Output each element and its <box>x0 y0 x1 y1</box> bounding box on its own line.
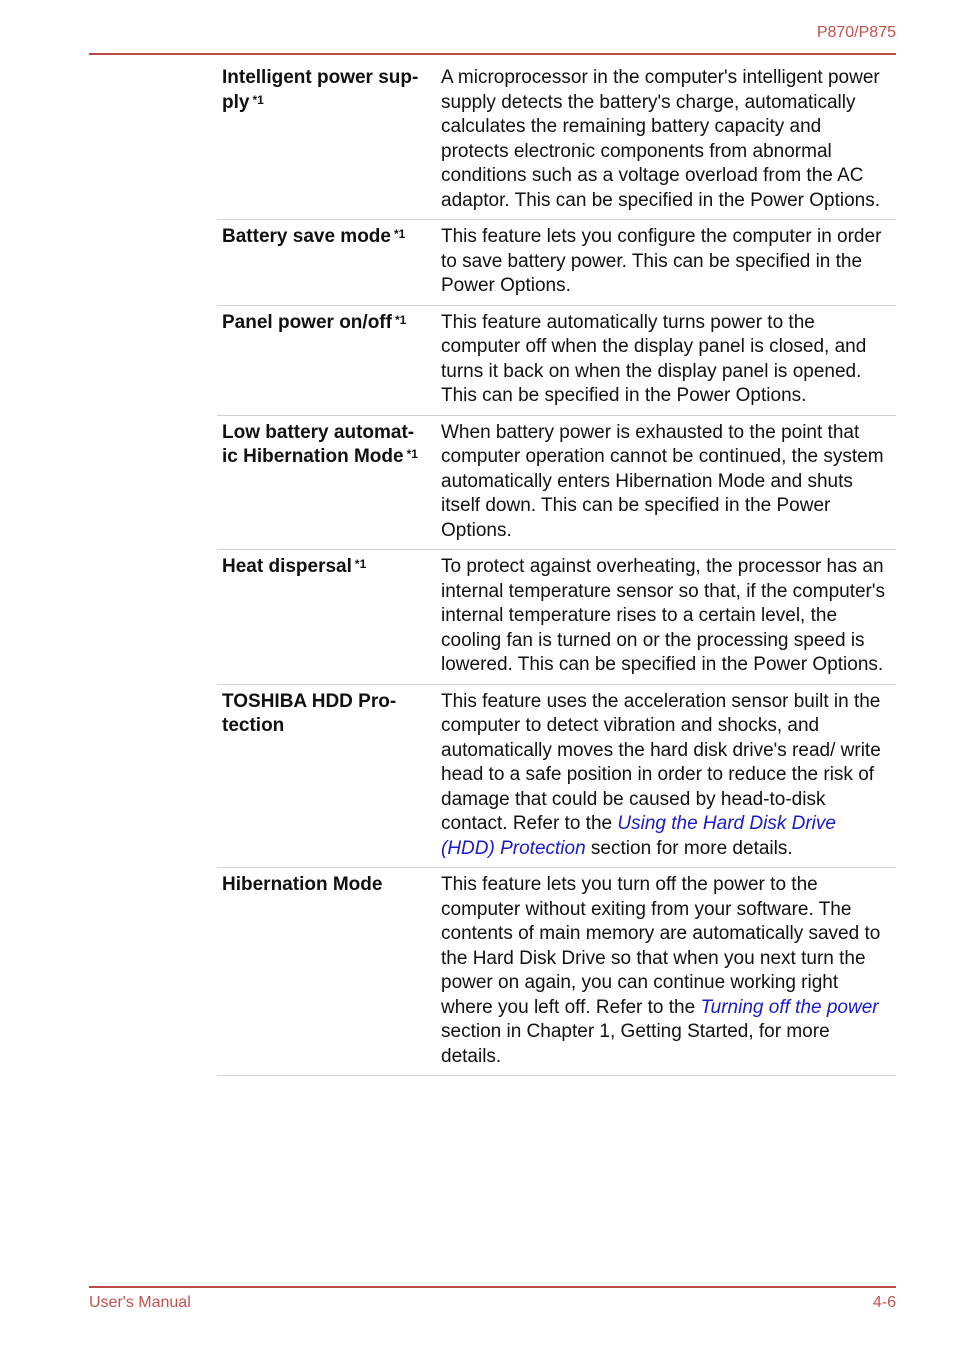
term-line: ply <box>222 91 250 113</box>
description-text: This feature lets you turn off the power to the computer without exiting from your software. The contents of main memory are automatically saved to the Hard Disk Drive so that when you next turn the power on again, you can continue working right where you left off. Refer to the <box>441 874 881 1018</box>
term-line: Intelligent power sup- <box>222 67 419 88</box>
footnote-marker: *1 <box>393 227 406 241</box>
footnote-marker: *1 <box>354 557 367 571</box>
table-row <box>217 62 896 220</box>
term-line: TOSHIBA HDD Pro- <box>222 690 397 712</box>
header-rule <box>89 53 896 55</box>
description-text: This feature uses the acceleration sensor built in the computer to detect vibration and shocks, and automatically moves the hard disk drive's read/ write head to a safe position in order to reduce the risk of damage that could be caused by head-to-disk contact. Refer to the <box>441 690 881 834</box>
footnote-marker: *1 <box>252 92 264 107</box>
feature-term <box>217 690 435 862</box>
page-number: 4-6 <box>872 1294 896 1311</box>
feature-term <box>217 555 435 678</box>
table-row <box>217 306 896 416</box>
feature-term <box>217 421 435 544</box>
footer-rule <box>89 1286 896 1288</box>
feature-table <box>217 62 896 1076</box>
feature-description: A microprocessor in the computer's intelligent power supply detects the battery's charge, automatically calculates the remaining battery capacity and protects electronic components from abnormal conditions such as a voltage overload from the AC adaptor. This can be specified in the Power Options. <box>441 67 881 211</box>
term-line: Low battery automat- <box>222 421 415 443</box>
term-line: Panel power on/off <box>222 311 392 333</box>
feature-term <box>217 311 435 409</box>
feature-description: This feature automatically turns power to the computer off when the display panel is closed, and turns it back on when the display panel is opened. This can be specified in the Power Options. <box>441 311 867 406</box>
header-model-label: P870/P875 <box>816 24 896 41</box>
description-text: section for more details. <box>585 837 793 859</box>
term-line: Heat dispersal <box>222 556 352 577</box>
term-line: Battery save mode <box>222 226 391 247</box>
feature-description: When battery power is exhausted to the point that computer operation cannot be continued, the system automatically enters Hibernation Mode and shuts itself down. This can be specified in the Power Options. <box>441 421 884 541</box>
table-row <box>217 416 896 551</box>
feature-description: To protect against overheating, the processor has an internal temperature sensor so that, if the computer's internal temperature rises to a certain level, the cooling fan is turned on or the processing speed is lowered. This can be specified in the Power Options. <box>441 556 886 675</box>
footnote-marker: *1 <box>406 447 418 461</box>
cross-reference-link[interactable]: Turning off the power <box>700 996 879 1018</box>
term-line: tection <box>222 715 285 736</box>
feature-term <box>217 873 435 1069</box>
table-row <box>217 550 896 685</box>
feature-term <box>217 66 435 213</box>
footer-manual-label: User's Manual <box>89 1294 191 1311</box>
feature-description <box>441 873 891 1069</box>
feature-description <box>441 690 891 862</box>
table-row <box>217 685 896 869</box>
cross-reference-link[interactable]: Using the Hard Disk Drive (HDD) Protection <box>441 813 836 859</box>
feature-term <box>217 225 435 299</box>
term-line: Hibernation Mode <box>222 874 383 895</box>
table-row <box>217 220 896 306</box>
table-row <box>217 868 896 1076</box>
description-text: section in Chapter 1, Getting Started, for more details. <box>441 1021 830 1067</box>
term-line: ic Hibernation Mode <box>222 446 404 467</box>
feature-description: This feature lets you configure the computer in order to save battery power. This can be specified in the Power Options. <box>441 226 882 296</box>
footnote-marker: *1 <box>394 312 407 327</box>
